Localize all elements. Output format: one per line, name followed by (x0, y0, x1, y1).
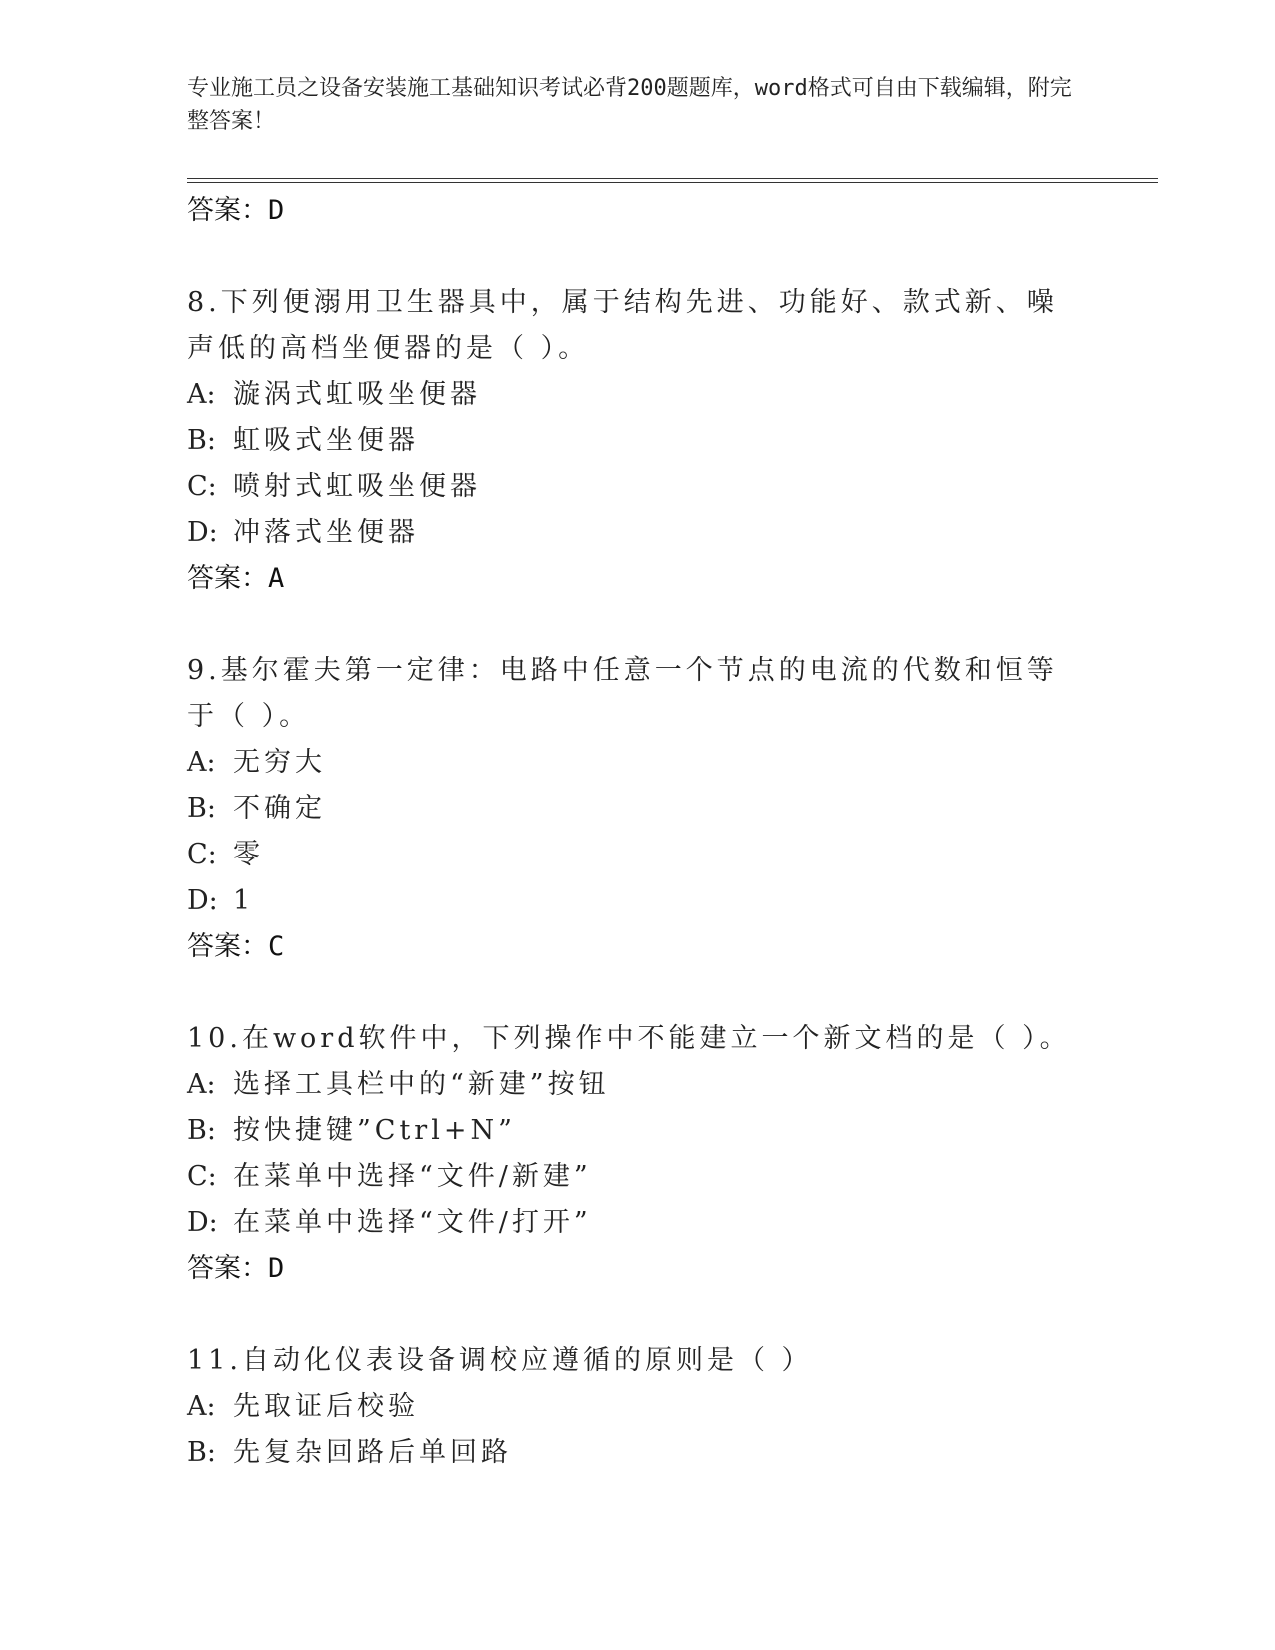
option-text: 无穷大 (233, 747, 326, 778)
question-text: 9.基尔霍夫第一定律：电路中任意一个节点的电流的代数和恒等于（ ）。 (187, 655, 1058, 732)
option-text: 冲落式坐便器 (233, 517, 419, 548)
option-text: 先取证后校验 (233, 1391, 419, 1422)
option-text: 不确定 (233, 793, 326, 824)
option-b (187, 1430, 1087, 1476)
option-letter: C: (187, 471, 217, 502)
option-text: 虹吸式坐便器 (233, 425, 419, 456)
option-b (187, 1108, 1087, 1154)
header-divider (187, 178, 1158, 183)
option-text: 选择工具栏中的“新建”按钮 (233, 1069, 610, 1100)
spacer (187, 1292, 1087, 1338)
spacer (187, 234, 1087, 280)
option-d (187, 510, 1087, 556)
option-a (187, 740, 1087, 786)
option-letter: D: (187, 517, 218, 548)
option-letter: C: (187, 839, 217, 870)
option-letter: B: (187, 425, 216, 456)
answer-line: 答案：A (187, 563, 285, 594)
question-11 (187, 1338, 1087, 1476)
answer-line: 答案：D (187, 1253, 285, 1284)
document-body (187, 188, 1087, 1476)
option-letter: A: (187, 1391, 216, 1422)
option-letter: A: (187, 379, 216, 410)
question-text: 10.在word软件中，下列操作中不能建立一个新文档的是（ ）。 (187, 1023, 1071, 1054)
question-8 (187, 280, 1087, 602)
option-letter: D: (187, 1207, 218, 1238)
option-letter: A: (187, 747, 216, 778)
answer-line: 答案：C (187, 931, 285, 962)
option-d (187, 1200, 1087, 1246)
previous-answer: 答案：D (187, 195, 285, 226)
option-c (187, 1154, 1087, 1200)
option-text: 喷射式虹吸坐便器 (233, 471, 481, 502)
question-10 (187, 1016, 1087, 1292)
option-text: 在菜单中选择“文件/打开” (233, 1207, 592, 1238)
option-letter: B: (187, 793, 216, 824)
option-text: 按快捷键”Ctrl+N” (233, 1115, 516, 1146)
spacer (187, 602, 1087, 648)
question-9 (187, 648, 1087, 970)
option-letter: A: (187, 1069, 216, 1100)
option-c (187, 464, 1087, 510)
document-header: 专业施工员之设备安装施工基础知识考试必背200题题库，word格式可自由下载编辑，附完整答案！ (187, 76, 1072, 134)
option-c (187, 832, 1087, 878)
option-letter: B: (187, 1115, 216, 1146)
option-a (187, 372, 1087, 418)
option-text: 1 (233, 885, 255, 916)
option-b (187, 418, 1087, 464)
question-text: 11.自动化仪表设备调校应遵循的原则是（ ） (187, 1345, 813, 1376)
option-letter: D: (187, 885, 218, 916)
option-letter: C: (187, 1161, 217, 1192)
option-d (187, 878, 1087, 924)
option-text: 在菜单中选择“文件/新建” (233, 1161, 592, 1192)
option-text: 漩涡式虹吸坐便器 (233, 379, 481, 410)
question-text: 8.下列便溺用卫生器具中，属于结构先进、功能好、款式新、噪声低的高档坐便器的是（ ）。 (187, 287, 1058, 364)
option-text: 零 (233, 839, 264, 870)
option-a (187, 1062, 1087, 1108)
spacer (187, 970, 1087, 1016)
option-b (187, 786, 1087, 832)
option-a (187, 1384, 1087, 1430)
option-letter: B: (187, 1437, 216, 1468)
option-text: 先复杂回路后单回路 (233, 1437, 512, 1468)
